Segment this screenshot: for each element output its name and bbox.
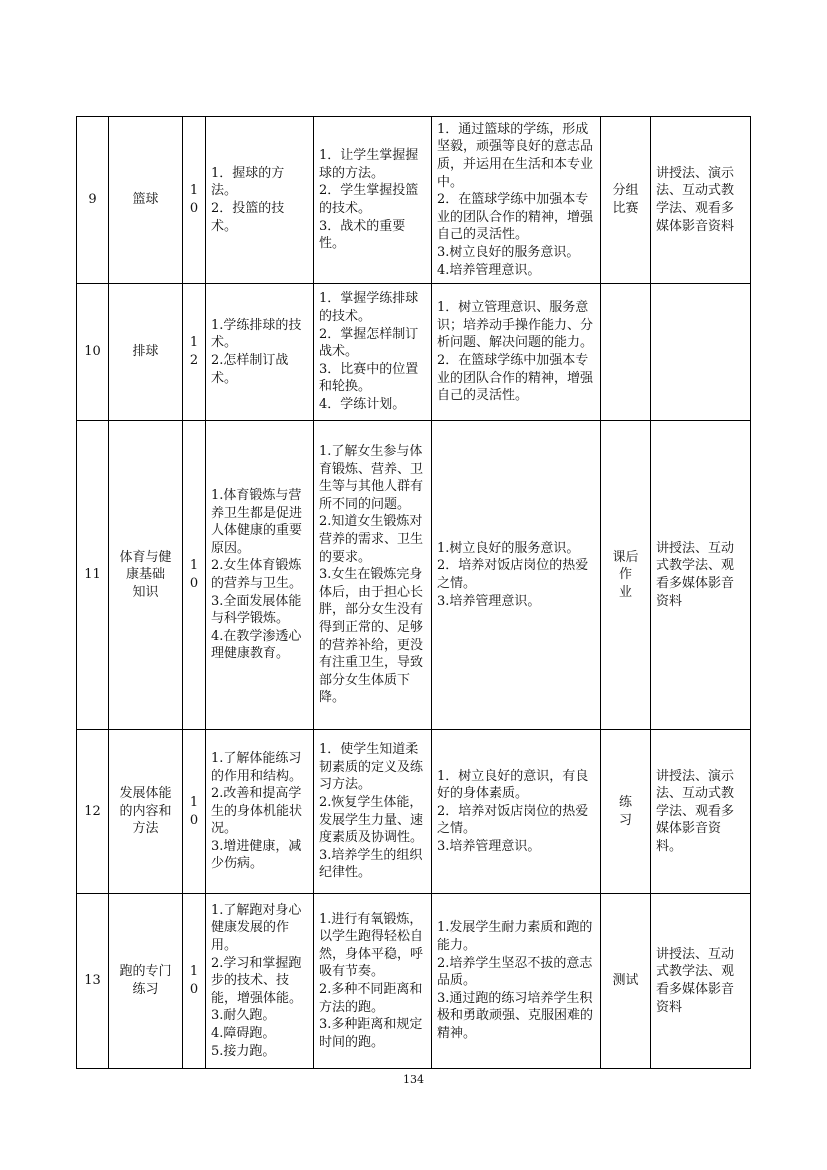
row-objectives-line: 2.知道女生锻炼对营养的需求、卫生的要求。 — [319, 514, 424, 565]
row-objectives — [314, 117, 432, 284]
row-quality-goals — [432, 730, 601, 894]
row-topic-line: 方法 — [132, 821, 159, 837]
row-topic — [109, 730, 183, 894]
row-topic-line: 发展体能 — [119, 786, 172, 802]
page-number: 134 — [403, 1073, 424, 1086]
row-quality-goals-line: 3.培养管理意识。 — [437, 838, 541, 854]
row-teaching-content-line: 4.障碍跑。 — [211, 1025, 276, 1041]
row-objectives-line: 2．掌握怎样制订战术。 — [319, 326, 419, 360]
row-assessment-method — [601, 284, 651, 421]
row-quality-goals-line: 2．在篮球学练中加强本专业的团队合作的精神，增强自己的灵活性。 — [437, 353, 594, 404]
row-topic — [109, 894, 183, 1069]
row-teaching-content-line: 3.耐久跑。 — [211, 1008, 276, 1024]
row-teaching-methods-line: 讲授法、演示法、互动式教学法、观看多媒体影音资料 — [656, 165, 735, 234]
row-objectives — [314, 421, 432, 730]
row-topic-line: 排球 — [132, 344, 159, 360]
row-topic-line: 练习 — [132, 982, 159, 997]
row-teaching-content-line: 2.改善和提高学生的身体机能状况。 — [211, 786, 303, 837]
row-quality-goals-line: 3.通过跑的练习培养学生积极和勇敢顽强、克服困难的精神。 — [437, 990, 594, 1041]
row-objectives — [314, 894, 432, 1069]
row-objectives-line: 1.进行有氧锻炼，以学生跑得轻松自然，身体平稳，呼吸有节奏。 — [319, 911, 424, 980]
row-assessment-method-line: 习 — [618, 812, 632, 828]
row-quality-goals-line: 2.培养学生坚忍不拔的意志品质。 — [437, 955, 593, 989]
row-objectives-line: 1.了解女生参与体育锻炼、营养、卫生等与其他人群有所不同的问题。 — [319, 444, 424, 512]
row-topic-line: 跑的专门 — [119, 964, 172, 980]
row-teaching-content-line: 1.了解体能练习的作用和结构。 — [211, 750, 303, 784]
row-quality-goals-line: 1．通过篮球的学练，形成坚毅，顽强等良好的意志品质，并运用在生活和本专业中。 — [437, 121, 594, 190]
row-topic-line: 的内容和 — [119, 803, 172, 819]
row-quality-goals-line: 2．在篮球学练中加强本专业的团队合作的精神，增强自己的灵活性。 — [437, 192, 594, 243]
row-topic-line: 篮球 — [132, 192, 159, 208]
row-teaching-methods-line: 讲授法、互动式教学法、观看多媒体影音资料 — [656, 946, 735, 1015]
row-quality-goals-line: 3.培养管理意识。 — [437, 593, 541, 609]
row-teaching-methods — [651, 421, 751, 730]
row-teaching-content-line: 4.在教学渗透心理健康教育。 — [211, 628, 302, 662]
row-objectives-line: 3．比赛中的位置和轮换。 — [319, 361, 419, 395]
row-topic-line: 知识 — [132, 584, 159, 600]
row-topic — [109, 284, 183, 421]
row-teaching-content-line: 1.了解跑对身心健康发展的作用。 — [211, 902, 302, 954]
row-quality-goals-line: 3.树立良好的服务意识。 — [437, 244, 580, 260]
row-teaching-content-line: 1.体育锻炼与营养卫生都是促进人体健康的重要原因。 — [211, 488, 303, 556]
row-hours: 10 — [183, 421, 206, 730]
row-hours: 10 — [183, 730, 206, 894]
row-assessment-method-line: 测试 — [612, 973, 639, 989]
row-objectives-line: 2.恢复学生体能，发展学生力量、速度素质及协调性。 — [319, 794, 424, 846]
row-number: 9 — [77, 117, 109, 284]
row-teaching-methods — [651, 730, 751, 894]
row-objectives-line: 2．学生掌握投篮的技术。 — [319, 183, 419, 216]
table-body — [77, 117, 751, 1069]
row-teaching-content — [206, 730, 314, 894]
row-assessment-method-line: 比赛 — [612, 201, 639, 216]
row-teaching-content-line: 3.增进健康，减少伤病。 — [211, 838, 302, 872]
row-assessment-method-line: 作 — [618, 567, 632, 583]
row-topic-line: 体育与健 — [119, 549, 172, 565]
row-assessment-method-line: 业 — [618, 584, 632, 600]
course-plan-table — [76, 116, 751, 1069]
row-quality-goals-line: 1．树立管理意识、服务意识；培养动手操作能力、分析问题、解决问题的能力。 — [437, 300, 594, 351]
table-row — [77, 730, 751, 894]
row-objectives-line: 3.多种距离和规定时间的跑。 — [319, 1017, 423, 1050]
table-row — [77, 421, 751, 730]
row-assessment-method — [601, 894, 651, 1069]
row-number: 12 — [77, 730, 109, 894]
row-objectives-line: 4．学练计划。 — [319, 396, 406, 412]
row-quality-goals-line: 2．培养对饭店岗位的热爱之情。 — [437, 803, 589, 837]
row-teaching-methods — [651, 117, 751, 284]
row-hours: 10 — [183, 117, 206, 284]
row-assessment-method — [601, 421, 651, 730]
row-teaching-methods — [651, 894, 751, 1069]
row-topic — [109, 117, 183, 284]
row-teaching-content-line: 2.学习和掌握跑步的技术、技能，增强体能。 — [211, 955, 303, 1006]
row-assessment-method — [601, 730, 651, 894]
row-teaching-methods — [651, 284, 751, 421]
row-teaching-content-line: 2.女生体育锻炼的营养与卫生。 — [211, 558, 303, 591]
row-number: 13 — [77, 894, 109, 1069]
row-quality-goals-line: 1.发展学生耐力素质和跑的能力。 — [437, 920, 593, 954]
row-quality-goals — [432, 421, 601, 730]
row-objectives-line: 3．战术的重要性。 — [319, 218, 406, 252]
row-assessment-method-line: 课后 — [612, 549, 639, 565]
row-objectives-line: 1．使学生知道柔韧素质的定义及练习方法。 — [319, 742, 424, 793]
row-objectives-line: 1．掌握学练排球的技术。 — [319, 291, 419, 325]
row-hours: 12 — [183, 284, 206, 421]
row-quality-goals — [432, 894, 601, 1069]
row-assessment-method-line: 练 — [618, 794, 632, 810]
row-quality-goals — [432, 284, 601, 421]
row-teaching-content — [206, 284, 314, 421]
row-objectives-line: 3.女生在锻炼完身体后，由于担心长胖，部分女生没有得到正常的、足够的营养补给，更没有注重卫生，导致部分女生体质下降。 — [319, 567, 424, 706]
row-teaching-content-line: 5.接力跑。 — [211, 1043, 276, 1059]
row-quality-goals-line: 2．培养对饭店岗位的热爱之情。 — [437, 558, 589, 591]
row-quality-goals — [432, 117, 601, 284]
table-row — [77, 894, 751, 1069]
row-quality-goals-line: 4.培养管理意识。 — [437, 262, 541, 278]
table-row — [77, 117, 751, 284]
row-objectives-line: 1．让学生掌握握球的方法。 — [319, 148, 419, 181]
row-topic-line: 康基础 — [125, 567, 165, 583]
row-teaching-content-line: 3.全面发展体能与科学锻炼。 — [211, 593, 302, 627]
row-teaching-content-line: 2.怎样制订战术。 — [211, 353, 289, 386]
row-teaching-content-line: 1.学练排球的技术。 — [211, 317, 302, 351]
row-teaching-content-line: 2．投篮的技术。 — [211, 201, 285, 234]
row-assessment-method — [601, 117, 651, 284]
row-teaching-methods-line: 讲授法、互动式教学法、观看多媒体影音资料 — [656, 540, 735, 609]
row-assessment-method-line: 分组 — [612, 183, 639, 199]
row-quality-goals-line: 1.树立良好的服务意识。 — [437, 540, 580, 556]
row-teaching-content — [206, 421, 314, 730]
row-objectives-line: 3.培养学生的组织纪律性。 — [319, 847, 423, 881]
row-teaching-content — [206, 894, 314, 1069]
row-objectives-line: 2.多种不同距离和方法的跑。 — [319, 982, 423, 1015]
row-objectives — [314, 730, 432, 894]
row-topic — [109, 421, 183, 730]
row-number: 10 — [77, 284, 109, 421]
row-teaching-content-line: 1．握球的方法。 — [211, 165, 285, 199]
row-objectives — [314, 284, 432, 421]
table-row — [77, 284, 751, 421]
row-teaching-content — [206, 117, 314, 284]
row-hours: 10 — [183, 894, 206, 1069]
row-teaching-methods-line: 讲授法、演示法、互动式教学法、观看多媒体影音资料。 — [656, 768, 735, 854]
row-quality-goals-line: 1．树立良好的意识，有良好的身体素质。 — [437, 768, 589, 802]
row-number: 11 — [77, 421, 109, 730]
